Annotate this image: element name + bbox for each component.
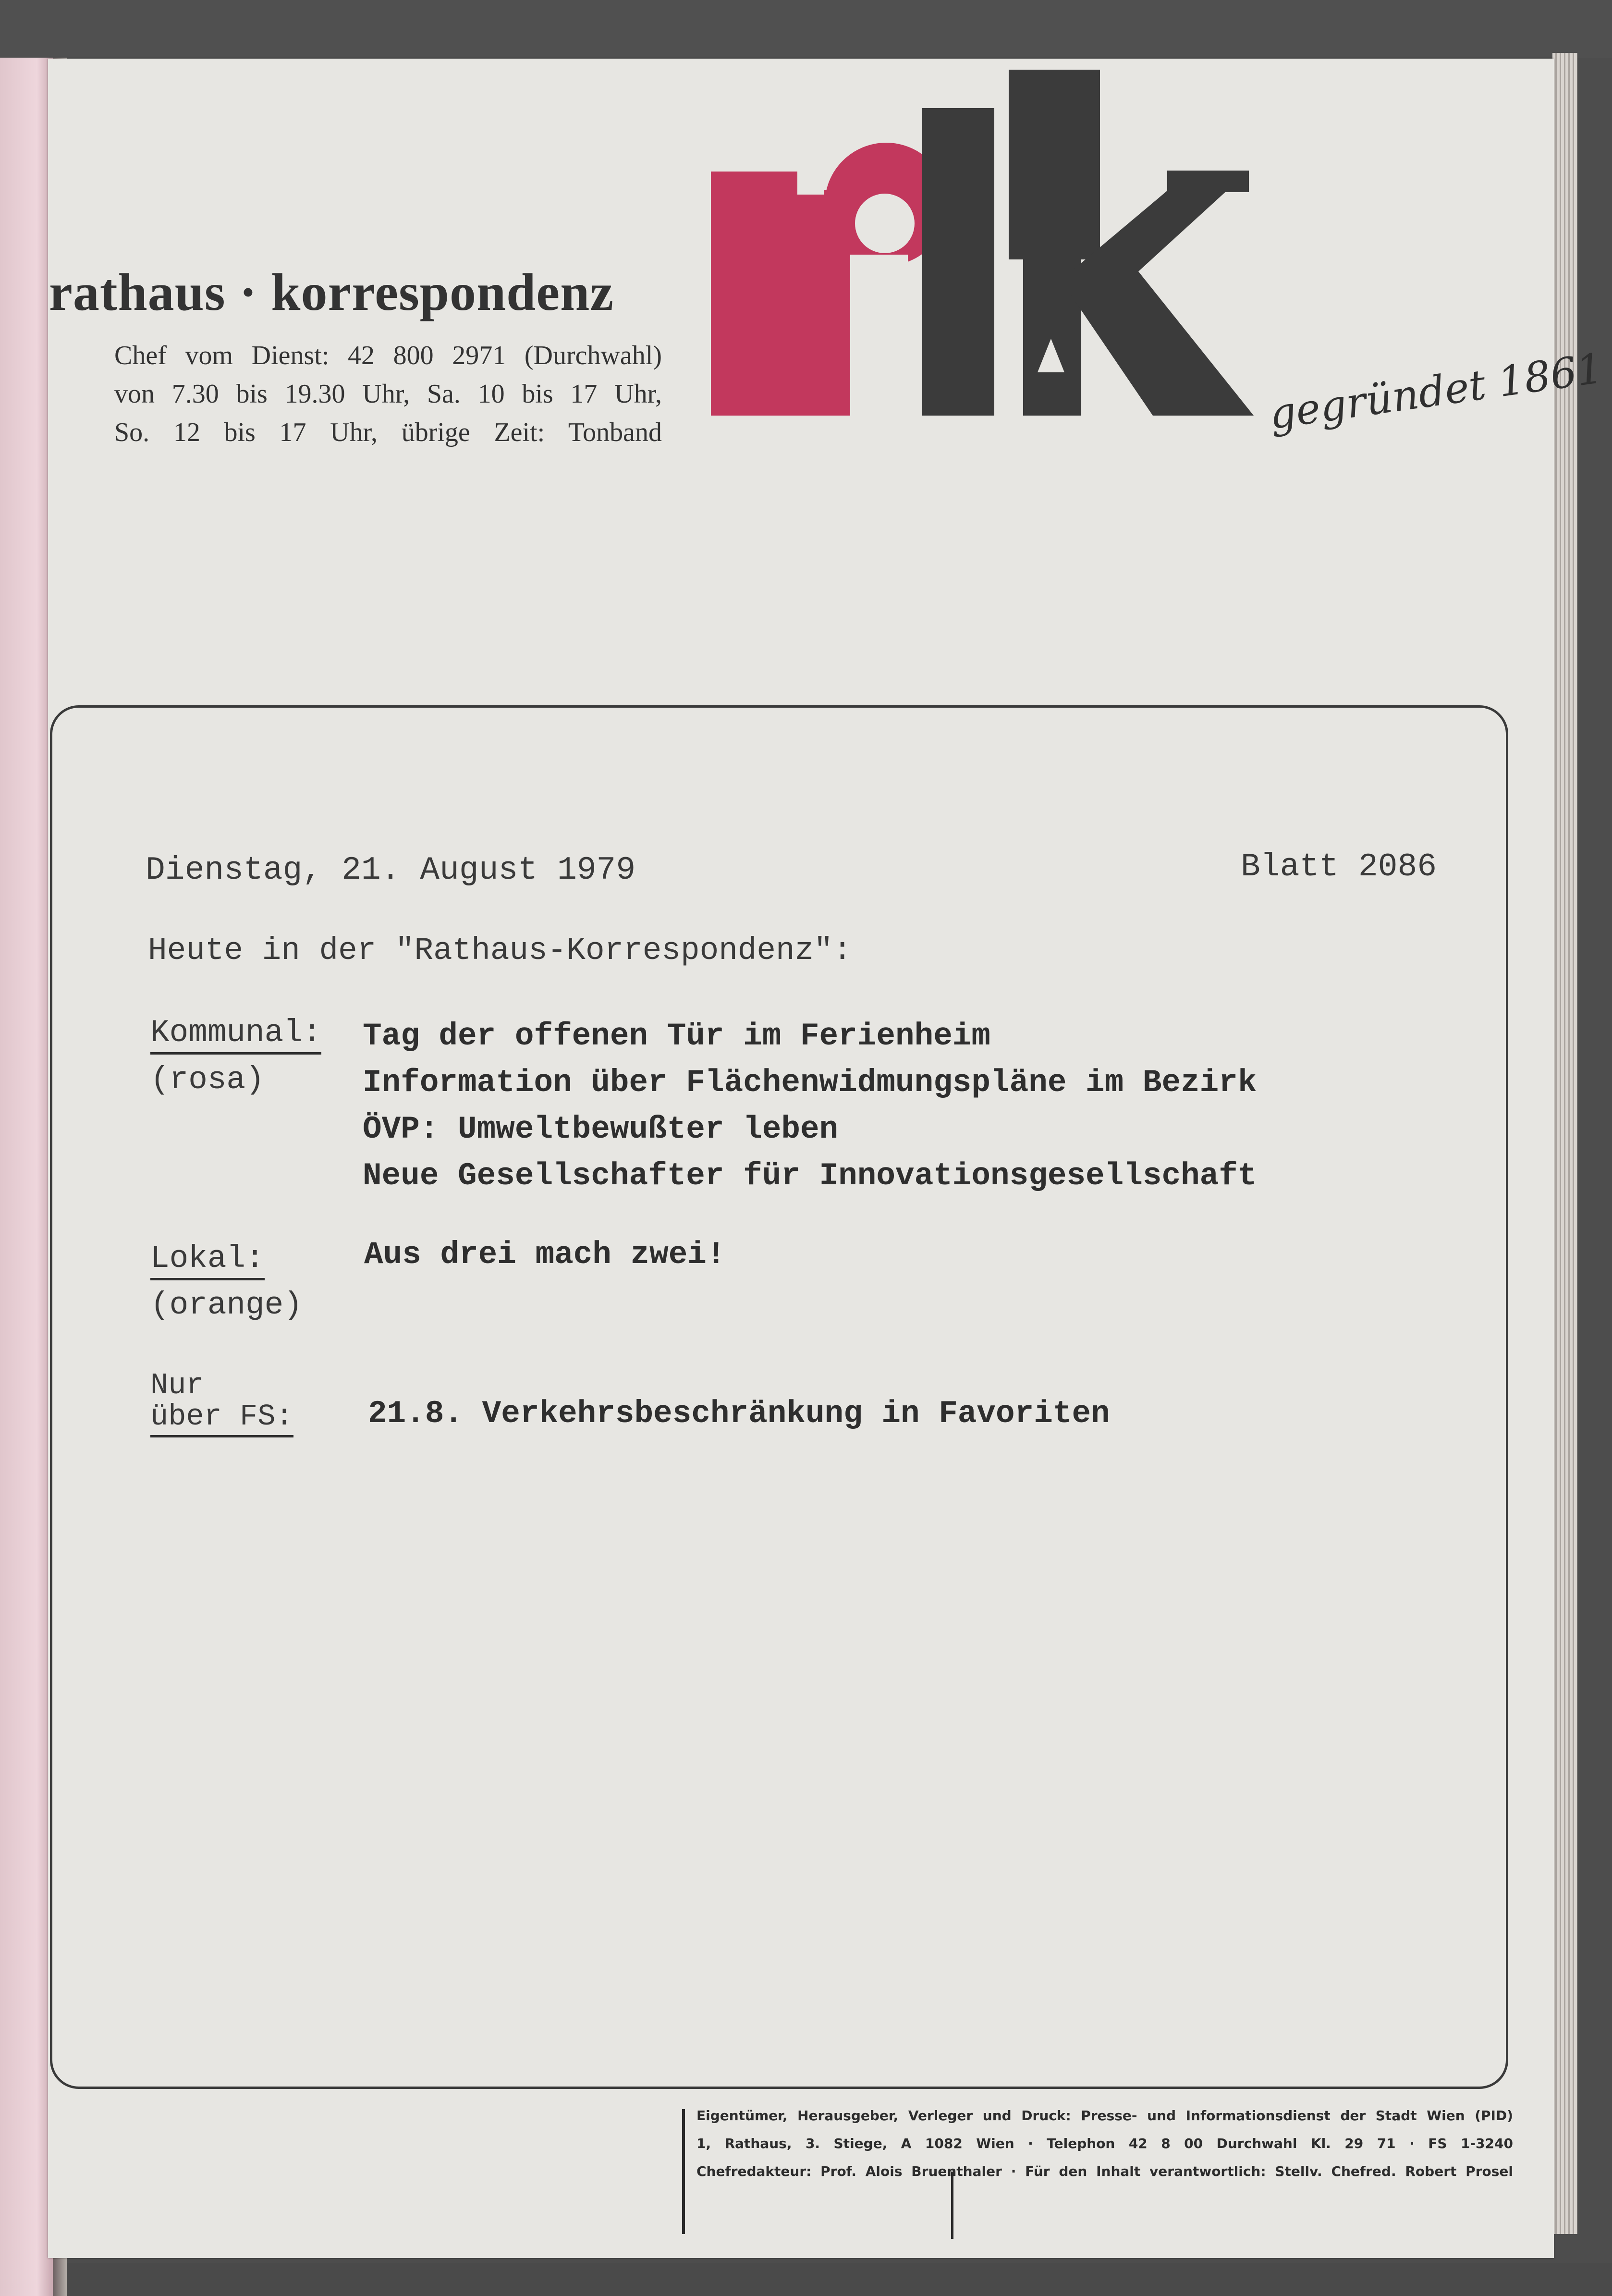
fs-label-text: über FS: xyxy=(150,1400,293,1437)
section-color-lokal: (orange) xyxy=(150,1287,303,1323)
kommunal-item: Neue Gesellschafter für Innovationsgesellschaft xyxy=(363,1158,1257,1194)
imprint-block xyxy=(696,2102,1513,2185)
imprint-line: Eigentümer, Herausgeber, Verleger und Druck: Presse- und Informationsdienst der Stadt Wien (PID) xyxy=(696,2108,1513,2124)
imprint-line: Chefredakteur: Prof. Alois Bruenthaler · Für den Inhalt verantwortlich: Stellv. Chefred. Robert Prosel xyxy=(696,2163,1513,2179)
founded-signature: gegründet 1861 xyxy=(1266,344,1606,439)
fs-label-line1: Nur xyxy=(150,1368,204,1402)
service-hours-block xyxy=(114,336,662,452)
scan-background-top xyxy=(0,0,1612,58)
imprint-margin-rule xyxy=(682,2109,685,2234)
section-label-lokal xyxy=(150,1240,265,1277)
logo-letter-r xyxy=(711,143,948,418)
logo-letter-k xyxy=(922,70,1254,416)
sheet-number: Blatt 2086 xyxy=(1241,848,1437,885)
fs-label-line2 xyxy=(150,1400,293,1434)
lokal-label-text: Lokal: xyxy=(150,1240,265,1280)
section-color-kommunal: (rosa) xyxy=(150,1062,265,1098)
kommunal-item: ÖVP: Umweltbewußter leben xyxy=(363,1111,839,1147)
lokal-item: Aus drei mach zwei! xyxy=(364,1237,726,1273)
contents-intro: Heute in der "Rathaus-Korrespondenz": xyxy=(148,933,852,969)
service-info-line: So. 12 bis 17 Uhr, übrige Zeit: Tonband xyxy=(114,417,662,447)
binding-spine xyxy=(0,58,53,2296)
imprint-line: 1, Rathaus, 3. Stiege, A 1082 Wien · Telephon 42 8 00 Durchwahl Kl. 29 71 · FS 1-3240 xyxy=(696,2136,1513,2151)
masthead-wordmark: rathaus · korrespondenz xyxy=(49,263,614,321)
service-info-line: von 7.30 bis 19.30 Uhr, Sa. 10 bis 17 Uhr, xyxy=(114,379,662,409)
fs-item: 21.8. Verkehrsbeschränkung in Favoriten xyxy=(368,1396,1110,1432)
kommunal-items-list xyxy=(363,1013,1257,1199)
issue-date: Dienstag, 21. August 1979 xyxy=(146,852,636,889)
kommunal-label-text: Kommunal: xyxy=(150,1015,321,1055)
rk-logo xyxy=(706,70,1254,425)
kommunal-item: Tag der offenen Tür im Ferienheim xyxy=(363,1018,991,1054)
kommunal-item: Information über Flächenwidmungspläne im Bezirk xyxy=(363,1065,1257,1101)
section-label-kommunal xyxy=(150,1015,321,1051)
scan-background-bottom xyxy=(0,2263,1612,2296)
service-info-line: Chef vom Dienst: 42 800 2971 (Durchwahl) xyxy=(114,341,662,370)
